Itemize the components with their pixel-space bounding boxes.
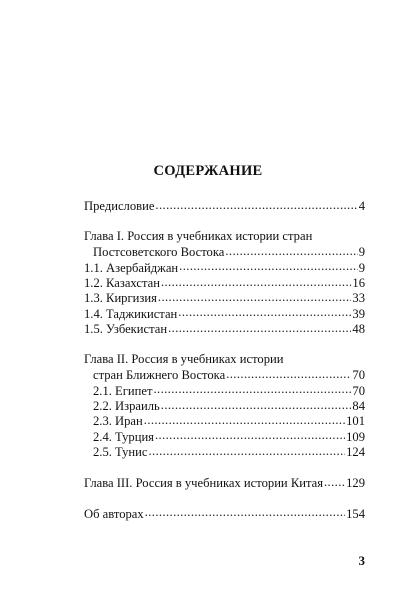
toc-entry-section <box>84 275 365 290</box>
dot-leader <box>153 383 351 395</box>
page-title: СОДЕРЖАНИЕ <box>153 163 263 179</box>
dot-leader <box>226 367 351 379</box>
toc-entry-page: 9 <box>358 260 365 275</box>
toc-entry-label: 1.1. Азербайджан <box>84 260 179 275</box>
toc-entry-page: 70 <box>352 368 365 383</box>
dot-leader <box>179 260 358 272</box>
toc-entry-label: 2.1. Египет <box>93 383 153 398</box>
dot-leader <box>145 506 345 518</box>
dot-leader <box>144 413 345 425</box>
toc-entry-section <box>84 306 365 321</box>
dot-leader <box>158 290 352 302</box>
toc-entry-section <box>84 444 365 459</box>
toc-entry-authors <box>84 506 365 521</box>
toc-entry-label: Постсоветского Востока <box>93 245 225 260</box>
toc-entry-label: 1.5. Узбекистан <box>84 322 168 337</box>
toc-entry-chapter2 <box>84 367 365 382</box>
toc-entry-page: 70 <box>352 383 365 398</box>
dot-leader <box>161 398 352 410</box>
toc-entry-page: 16 <box>352 275 365 290</box>
toc-entry-section <box>84 413 365 428</box>
toc-entry-section <box>84 321 365 336</box>
toc-entry-label: Глава III. Россия в учебниках истории Китая <box>84 476 323 491</box>
toc-entry-page: 39 <box>352 306 365 321</box>
toc-entry-section <box>84 290 365 305</box>
toc-entry-chapter1 <box>84 244 365 259</box>
dot-leader <box>178 306 351 318</box>
toc-chapter1-title-line1: Глава I. Россия в учебниках истории стран <box>84 228 313 243</box>
toc-entry-section <box>84 383 365 398</box>
toc-entry-page: 4 <box>358 199 365 213</box>
dot-leader <box>161 275 351 287</box>
toc-entry-label: Об авторах <box>84 506 144 521</box>
toc-entry-section <box>84 260 365 275</box>
toc-entry-page: 84 <box>352 399 365 414</box>
dot-leader <box>155 429 345 441</box>
toc-entry-preface <box>84 198 365 213</box>
toc-entry-label: Предисловие <box>84 199 155 213</box>
dot-leader <box>324 475 345 487</box>
table-of-contents <box>84 198 365 521</box>
toc-entry-label: 2.5. Тунис <box>93 445 148 460</box>
toc-entry-label: 1.2. Казахстан <box>84 275 160 290</box>
toc-entry-page: 154 <box>346 506 365 521</box>
toc-entry-label: 1.4. Таджикистан <box>84 306 178 321</box>
dot-leader <box>155 198 357 210</box>
toc-entry-page: 129 <box>346 476 365 491</box>
toc-chapter2-title-line1: Глава II. Россия в учебниках истории <box>84 351 284 366</box>
page-number: 3 <box>358 553 365 568</box>
dot-leader <box>225 244 357 256</box>
toc-entry-chapter3 <box>84 475 365 490</box>
toc-entry-page: 124 <box>346 445 365 460</box>
toc-entry-page: 33 <box>352 291 365 306</box>
toc-entry-page: 109 <box>346 429 365 444</box>
toc-entry-label: стран Ближнего Востока <box>93 368 226 383</box>
toc-entry-section <box>84 398 365 413</box>
toc-entry-page: 101 <box>346 414 365 429</box>
toc-entry-page: 9 <box>358 245 365 260</box>
toc-entry-page: 48 <box>352 322 365 337</box>
dot-leader <box>168 321 351 333</box>
toc-entry-section <box>84 429 365 444</box>
toc-entry-label: 2.4. Турция <box>93 429 154 444</box>
toc-entry-label: 2.2. Израиль <box>93 399 160 414</box>
dot-leader <box>148 444 345 456</box>
toc-entry-label: 2.3. Иран <box>93 414 143 429</box>
toc-entry-label: 1.3. Киргизия <box>84 291 157 306</box>
